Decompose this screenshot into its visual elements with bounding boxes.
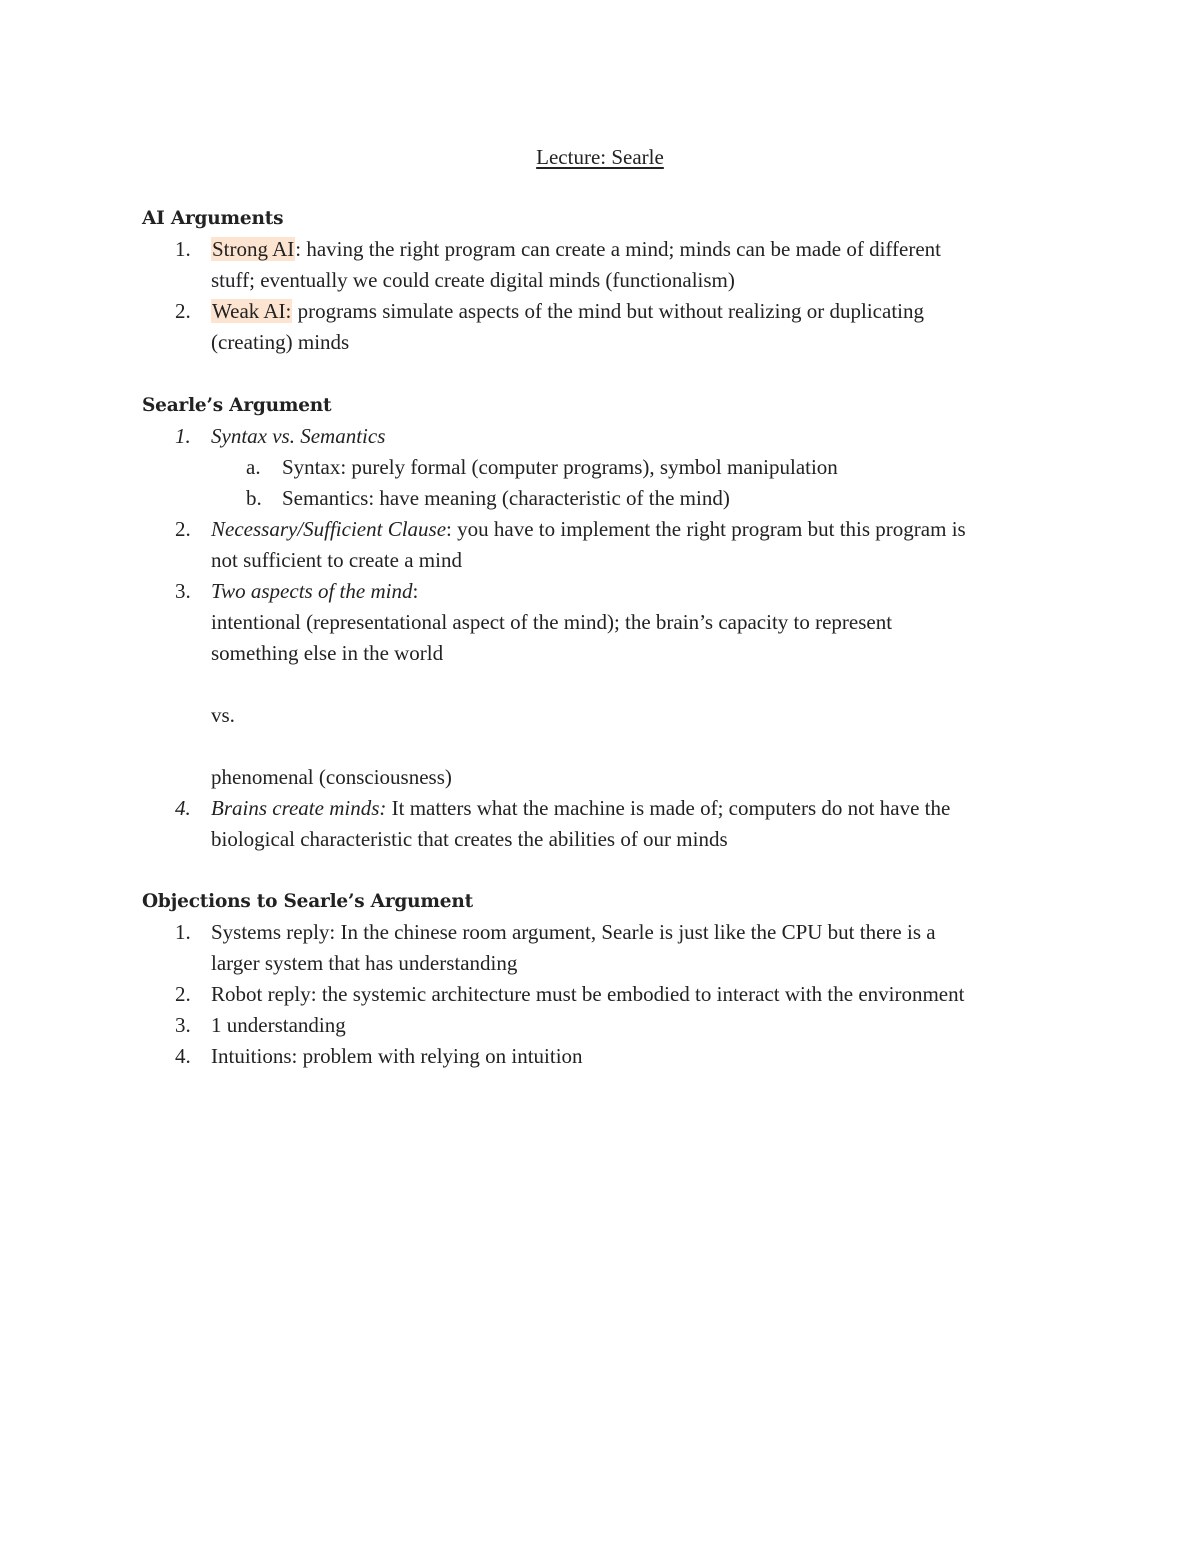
- list-item-text: : having the right program can create a mind; minds can be made of different: [295, 237, 941, 261]
- list-item-continuation: (creating) minds: [211, 330, 350, 354]
- list-number: 4.: [175, 796, 191, 820]
- page-title-text: Lecture: Searle: [536, 145, 664, 169]
- list-item-understanding: 1 understanding: [211, 1013, 346, 1037]
- list-number: 2.: [175, 517, 191, 541]
- list-item-robot-reply: Robot reply: the systemic architecture must be embodied to interact with the environment: [211, 982, 965, 1006]
- list-item-continuation: intentional (representational aspect of the mind); the brain’s capacity to represent: [211, 610, 893, 634]
- list-item-continuation: biological characteristic that creates the abilities of our minds: [211, 827, 728, 851]
- section-heading-ai-arguments: AI Arguments: [142, 208, 284, 229]
- list-item-continuation: larger system that has understanding: [211, 951, 518, 975]
- list-item-vs: vs.: [211, 703, 235, 727]
- italic-term: Two aspects of the mind: [211, 579, 413, 603]
- list-number: 1.: [175, 424, 191, 448]
- list-number: 3.: [175, 1013, 191, 1037]
- list-item-continuation: phenomenal (consciousness): [211, 765, 452, 789]
- list-item-text: programs simulate aspects of the mind but without realizing or duplicating: [292, 299, 924, 323]
- highlighted-term: Weak AI:: [212, 299, 292, 323]
- list-item-continuation: something else in the world: [211, 641, 444, 665]
- list-item-brains-create-minds: [211, 793, 950, 824]
- list-number: 3.: [175, 579, 191, 603]
- section-heading-objections: Objections to Searle’s Argument: [142, 891, 473, 912]
- list-item-continuation: stuff; eventually we could create digital minds (functionalism): [211, 268, 735, 292]
- list-item-necessary-sufficient: [211, 514, 966, 545]
- list-number: 4.: [175, 1044, 191, 1068]
- section-heading-searles-argument: Searle’s Argument: [142, 395, 332, 416]
- list-item-two-aspects: [211, 576, 418, 607]
- sublist-item-syntax: Syntax: purely formal (computer programs), symbol manipulation: [282, 455, 838, 479]
- italic-term: Brains create minds:: [211, 796, 387, 820]
- list-number: 2.: [175, 299, 191, 323]
- list-number: 1.: [175, 237, 191, 261]
- list-item-systems-reply: Systems reply: In the chinese room argument, Searle is just like the CPU but there is a: [211, 920, 936, 944]
- list-item-syntax-vs-semantics: Syntax vs. Semantics: [211, 424, 386, 448]
- italic-term: Necessary/Sufficient Clause: [211, 517, 447, 541]
- sublist-item-semantics: Semantics: have meaning (characteristic of the mind): [282, 486, 730, 510]
- list-number: 2.: [175, 982, 191, 1006]
- list-item-text: It matters what the machine is made of; computers do not have the: [386, 796, 951, 820]
- sublist-letter: b.: [246, 486, 262, 510]
- term-suffix: :: [412, 579, 419, 603]
- list-number: 1.: [175, 920, 191, 944]
- list-item-weak-ai: [211, 296, 924, 327]
- page-title: [0, 142, 1200, 173]
- list-item-continuation: not sufficient to create a mind: [211, 548, 462, 572]
- list-item-text: : you have to implement the right program but this program is: [446, 517, 966, 541]
- highlighted-term: Strong AI: [212, 237, 295, 261]
- list-item-strong-ai: [211, 234, 941, 265]
- list-item-intuitions: Intuitions: problem with relying on intuition: [211, 1044, 583, 1068]
- sublist-letter: a.: [246, 455, 261, 479]
